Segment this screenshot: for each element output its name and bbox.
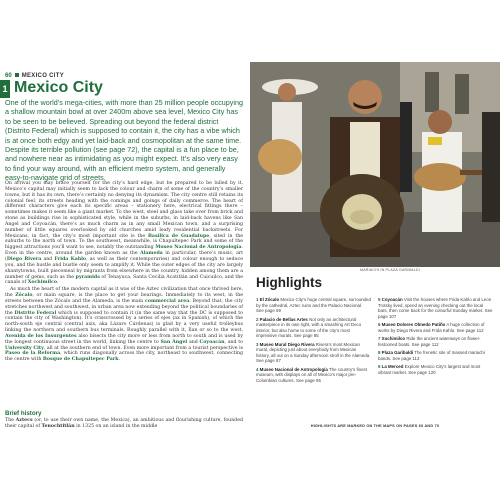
- highlights-footer: HIGHLIGHTS ARE MARKED ON THE MAPS ON PAGES 66 AND 70: [310, 424, 440, 428]
- body-keyword: Avenida de los Insurgentes: [5, 333, 77, 339]
- highlight-number: 5: [378, 297, 382, 302]
- body-text-run: and: [41, 256, 55, 262]
- photo-credit: MARIACHI IN PLAZA GARIBALDI: [360, 268, 420, 272]
- highlight-title: Xochimilco: [381, 336, 406, 341]
- highlight-number: 6: [378, 322, 382, 327]
- highlight-description: Mexico City’s huge central square, surrounded by the cathedral, Aztec ruins and the Palacio Nacional. See page 69: [256, 297, 371, 313]
- body-text-run: . Beyond that, the city stretches northwest and southwest, in urban area now extending beyond the political boundaries of the: [5, 298, 243, 316]
- body-keyword: Paseo de la Reforma: [5, 351, 61, 357]
- body-keyword: Distrito Federal: [14, 310, 57, 316]
- highlight-description: The frenetic site of massed mariachi bands. See page 113: [378, 350, 485, 361]
- body-text-run: , sited in the suburbs to the north of town. To the southwest, meanwhile, is Chapultepec Park and some of the biggest attractions you’ll want to see, notably the outstanding: [5, 233, 243, 251]
- body-text-run: , and to: [224, 339, 243, 345]
- body-keyword: Tenochtitlán: [41, 423, 75, 429]
- body-keyword: Museo Nacional de Antropología: [155, 245, 242, 251]
- highlight-item: [378, 322, 493, 333]
- body-keyword: San Ángel: [160, 339, 188, 345]
- page-number: 60: [5, 73, 12, 79]
- body-text-run: (or, to use their own name, the Mexica), an ambitious and flourishing culture, founded their capital of: [5, 418, 244, 429]
- highlight-item: [256, 297, 371, 314]
- highlight-number: 3: [256, 341, 260, 347]
- body-text-run: .: [57, 280, 59, 286]
- body-paragraph: [5, 287, 243, 363]
- highlight-description: Explore Mexico City’s largest and most vibrant market. See page 120: [378, 364, 481, 375]
- highlights-right-column: [378, 297, 493, 378]
- highlights-title: Highlights: [256, 275, 322, 290]
- highlight-number: 2: [256, 316, 260, 322]
- body-text-run: On arrival you may brace yourself for the city’s hard edge, but be prepared to be lulled by it. Mexico’s capital may initially seem to lack the colour and charm of some of the country’s smaller towns, but it has its own, there’s certainly no denying its dynamism. The city centre still retains its colonial feel, its streets heading with the comings and goings of daily commerce. The heart of different characters give each its specific areas – stationery here, electrical fittings there – sometimes makes it seem like a giant market. To the west, steel and glass take over from brick and stone as buildings rise in sophisticated style, while in the suburbs, in laid-back havens like San Ángel and Coyoacán, there’s as much charm as in any small Mexican town, and a surprising number of little squares overlooked by old churches amid leafy residential backstreets. For Mexicans, in fact, the city’s most important site is the: [5, 181, 243, 239]
- highlight-title: Plaza Garibaldi: [381, 350, 414, 355]
- brief-history-heading: Brief history: [5, 410, 42, 417]
- body-text-run: The: [5, 418, 16, 423]
- brief-history-text: [5, 418, 243, 430]
- highlight-item: [378, 350, 493, 361]
- chapter-title: Mexico City: [14, 79, 103, 96]
- body-keyword: University City: [5, 345, 44, 351]
- body-text-run: As much the heart of the modern capital as it was of the Aztec civilization that once thrived here, the: [5, 287, 243, 299]
- body-text-run: which is supposed to contain it (in the same way that the DC is supposed to contain the city of Washington). It’s crisscrossed by a series of ejes (ax in Spanish), of which the north-south eje central (central axis, aka Lázaro Cárdenas) is glad by a very useful trolleybus linking the northern and southern bus terminals. Roughly parallel with it, Ilan or so to the west,: [5, 310, 243, 334]
- highlight-title: La Merced: [381, 364, 404, 369]
- body-text-run: .: [118, 357, 120, 363]
- highlight-description: Ride the ancient waterways on flower-festooned boats. See page 112: [378, 336, 481, 347]
- body-keyword: Aztecs: [15, 418, 33, 423]
- body-text-run: in 1325 on an island in the middle: [74, 423, 158, 429]
- body-text-run: , all at the southern end of town. Even more important from a tourist perspective is: [43, 345, 243, 351]
- highlight-item: [256, 367, 371, 384]
- highlight-title: Museo Nacional de Antropología: [259, 366, 328, 372]
- body-keyword: Bosque de Chapultepec Park: [42, 357, 119, 363]
- body-text-run: , which runs diagonally across the city, northeast to southwest, connecting the centre with: [5, 351, 243, 363]
- lead-paragraph: One of the world’s mega-cities, with more than 25 million people occupying a shallow mountain bowl at over 2400m above sea level, Mexico City has to be seen to be believed. Spreading out beyond the federal district (Distrito Federal) which is supposed to contain it, the city has a vibe which is at once both edgy and yet laid-back and cosmopolitan at the same time. Despite its terrible pollution (see page 72), the capital is a fun place to be, and nowhere near as intimidating as you might expect. It’s also very easy to find your way around, with an efficient metro system, and generally easy-to-navigate grid of streets.: [5, 98, 243, 183]
- body-keyword: Frida Kahlo: [54, 256, 87, 262]
- header-square-icon: [15, 73, 19, 77]
- body-keyword: Basílica de Guadalupe: [147, 233, 210, 239]
- body-text-run: and: [187, 339, 200, 345]
- highlight-description: Visit the houses where Frida Kahlo and Leon Trotsky lived, spend an evening checking out the local bars, then come back for the colourful Sunday market. See page 107: [378, 297, 493, 319]
- highlight-description: The country’s finest museum, with displays on all of Mexico’s major pre-Columbian cultures. See page 95: [256, 366, 367, 383]
- highlight-number: 8: [378, 350, 382, 355]
- body-keyword: pyramids: [75, 274, 100, 280]
- highlight-item: [378, 336, 493, 347]
- body-keyword: commercial area: [144, 298, 190, 304]
- body-keyword: Xochimilco: [27, 280, 57, 286]
- highlight-item: [256, 342, 371, 364]
- highlight-item: [378, 297, 493, 319]
- body-keyword: Zócalo: [15, 293, 33, 299]
- body-keyword: Coyoacán: [199, 339, 225, 345]
- highlight-item: [256, 317, 371, 339]
- highlight-title: Coyoacán: [381, 297, 403, 302]
- body-text-run: of Tenayuca, Santa Cecilia Acatitlán and Cuicuilco, and the canals of: [5, 274, 244, 286]
- body-text-run: in particular, there’s music, art (: [5, 251, 244, 262]
- running-head-title: MEXICO CITY: [21, 73, 64, 79]
- body-text-run: also bisects the city more or less from north to south and is used by the longest continuous street in the world, linking the centre to: [5, 333, 243, 345]
- body-keyword: Diego Rivera: [6, 256, 42, 262]
- chapter-number-badge: 1: [0, 80, 10, 98]
- highlight-number: 1: [256, 297, 260, 302]
- mariachi-illustration: [250, 62, 500, 267]
- body-keyword: Alameda: [140, 251, 163, 257]
- body-paragraph: [5, 181, 243, 286]
- highlight-title: Museo Mural Diego Rivera: [259, 341, 315, 347]
- body-text: [5, 181, 243, 364]
- body-text-run: , or main square, is the place to get your bearings. Immediately to its west, in the streets between the Zócalo and the Alameda, is the main: [5, 293, 244, 304]
- highlight-item: [378, 364, 493, 375]
- body-text-run: , as well as their contemporaries) and colour enough to seduce you, and the hustle and bustle only seem to amplify it. While the outer edges of the city are largely shantytowns, built piecemeal by migrants from elsewhere in the country, hidden among them are a number of gems, such as the: [5, 256, 243, 280]
- highlight-number: 7: [378, 336, 382, 341]
- highlight-title: Palacio de Bellas Artes: [259, 316, 308, 322]
- highlight-description: A huge collection of works by Diego Rivera and Frida Kahlo. See page 112: [378, 322, 485, 333]
- body-text-run: . Even in the centre, around the garden known as the: [5, 245, 243, 257]
- highlight-number: 9: [378, 364, 382, 369]
- highlight-description: Rivera’s most Mexican mural, depicting just about everybody from Mexican history, all out on a Sunday afternoon stroll in the Alameda. See page 87: [256, 341, 371, 363]
- mariachi-photo: [250, 62, 500, 267]
- highlight-title: Museo Dolores Olmedo Patiño: [381, 322, 446, 327]
- highlights-left-column: [256, 297, 371, 386]
- highlight-number: 4: [256, 366, 260, 372]
- highlight-title: El Zócalo: [259, 297, 280, 302]
- highlight-description: Not only an architectural masterpiece in its own right, with a smashing Art Deco interior, but also home to some of the city’s most impressive murals. See page 85: [256, 316, 362, 338]
